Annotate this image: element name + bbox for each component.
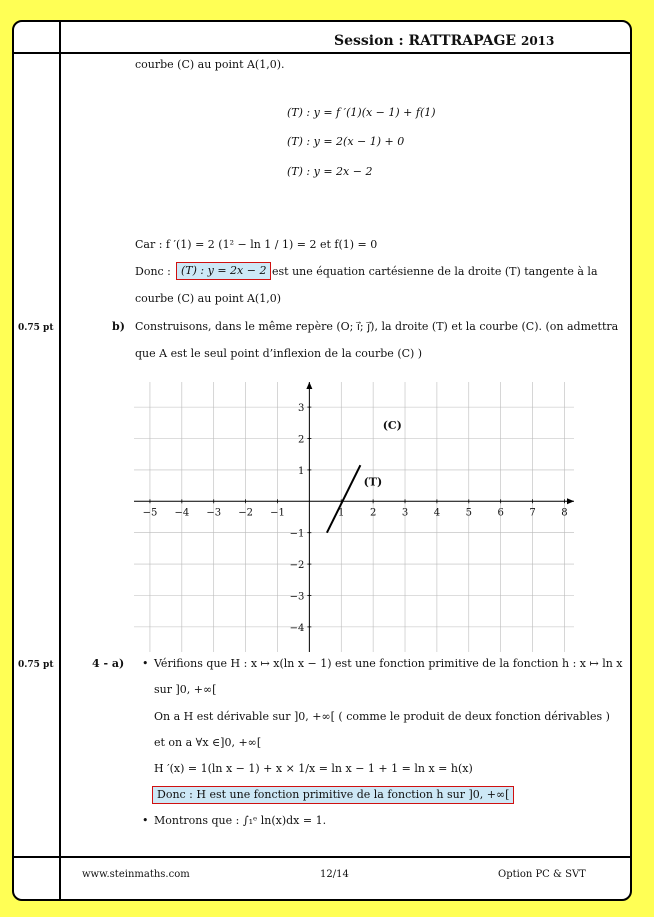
y-tick-label: 2 bbox=[297, 434, 305, 446]
x-tick-label: 6 bbox=[497, 507, 504, 519]
x-tick-label: −3 bbox=[206, 507, 222, 519]
x-tick-label: 3 bbox=[401, 507, 409, 519]
x-tick-label: 8 bbox=[561, 507, 568, 519]
car-line: Car : f ′(1) = 2 (1² − ln 1 / 1) = 2 et f(1) = 0 bbox=[135, 238, 378, 251]
bullet-1-line-2: sur ]0, +∞[ bbox=[154, 683, 217, 696]
header-divider bbox=[14, 52, 630, 54]
y-tick-label: −3 bbox=[289, 591, 305, 603]
x-tick-label: −4 bbox=[174, 507, 190, 519]
graph-annotation: (T) bbox=[363, 475, 383, 489]
x-tick-label: 7 bbox=[529, 507, 536, 519]
session-year: 2013 bbox=[520, 34, 555, 48]
footer-website: www.steinmaths.com bbox=[82, 869, 190, 880]
page-frame bbox=[12, 20, 632, 901]
bullet-1-line: Vérifions que H : x ↦ x(ln x − 1) est une fonction primitive de la fonction h : x ↦ ln x bbox=[154, 657, 623, 670]
footer-divider bbox=[14, 856, 630, 858]
y-tick-label: 1 bbox=[297, 465, 305, 477]
tangent-result-box: (T) : y = 2x − 2 bbox=[176, 262, 271, 280]
equation-2: (T) : y = 2(x − 1) + 0 bbox=[287, 135, 405, 148]
x-tick-label: −5 bbox=[142, 507, 158, 519]
y-tick-label: −4 bbox=[289, 622, 305, 634]
graph-area bbox=[134, 382, 574, 652]
session-header bbox=[334, 34, 554, 48]
footer-option: Option PC & SVT bbox=[498, 869, 586, 880]
bullet-2-line: Montrons que : ∫₁ᵉ ln(x)dx = 1. bbox=[154, 814, 327, 827]
derivative-line: H ′(x) = 1(ln x − 1) + x × 1/x = ln x − 1 + 1 = ln x = h(x) bbox=[154, 762, 473, 775]
x-tick-label: −2 bbox=[238, 507, 253, 519]
x-tick-label: 4 bbox=[433, 507, 441, 519]
forall-line: et on a ∀x ∈]0, +∞[ bbox=[154, 736, 262, 749]
function-graph bbox=[134, 382, 574, 652]
y-tick-label: −2 bbox=[289, 560, 305, 572]
x-tick-label: 5 bbox=[465, 507, 472, 519]
y-tick-label: 3 bbox=[297, 403, 305, 415]
primitive-result-box: Donc : H est une fonction primitive de la fonction h sur ]0, +∞[ bbox=[152, 786, 514, 804]
tangent-line-T bbox=[327, 465, 360, 533]
done-line-2: courbe (C) au point A(1,0) bbox=[135, 292, 282, 305]
equation-3: (T) : y = 2x − 2 bbox=[287, 165, 373, 178]
footer-page-number: 12/14 bbox=[320, 869, 349, 880]
intro-line: courbe (C) au point A(1,0). bbox=[135, 58, 285, 71]
item-label-b: b) bbox=[112, 320, 125, 333]
x-axis-arrow bbox=[567, 498, 574, 504]
margin-divider bbox=[59, 22, 61, 899]
x-tick-label: −1 bbox=[270, 507, 285, 519]
done-prefix: Donc : bbox=[135, 265, 171, 278]
done-suffix: est une équation cartésienne de la droite (T) tangente à la bbox=[272, 265, 598, 278]
equation-1: (T) : y = f ′(1)(x − 1) + f(1) bbox=[287, 106, 436, 119]
bullet-2-dot: • bbox=[142, 814, 149, 827]
derivable-line: On a H est dérivable sur ]0, +∞[ ( comme le produit de deux fonction dérivables ) bbox=[154, 710, 610, 723]
x-tick-label: 2 bbox=[369, 507, 377, 519]
item-label-4a: 4 - a) bbox=[92, 657, 125, 670]
construct-line-1: Construisons, dans le même repère (O; i⃗; j⃗), la droite (T) et la courbe (C). (on admettra bbox=[135, 320, 619, 333]
points-note-b: 0.75 pt bbox=[18, 323, 54, 333]
y-tick-label: −1 bbox=[289, 528, 305, 540]
points-note-4a: 0.75 pt bbox=[18, 660, 54, 670]
session-label: Session : RATTRAPAGE bbox=[334, 33, 517, 49]
x-tick-label: 1 bbox=[338, 507, 345, 519]
bullet-1-dot: • bbox=[142, 657, 149, 670]
graph-annotation: (C) bbox=[382, 419, 402, 433]
construct-line-2: que A est le seul point d’inflexion de la courbe (C) ) bbox=[135, 347, 423, 360]
y-axis-arrow bbox=[306, 382, 312, 389]
